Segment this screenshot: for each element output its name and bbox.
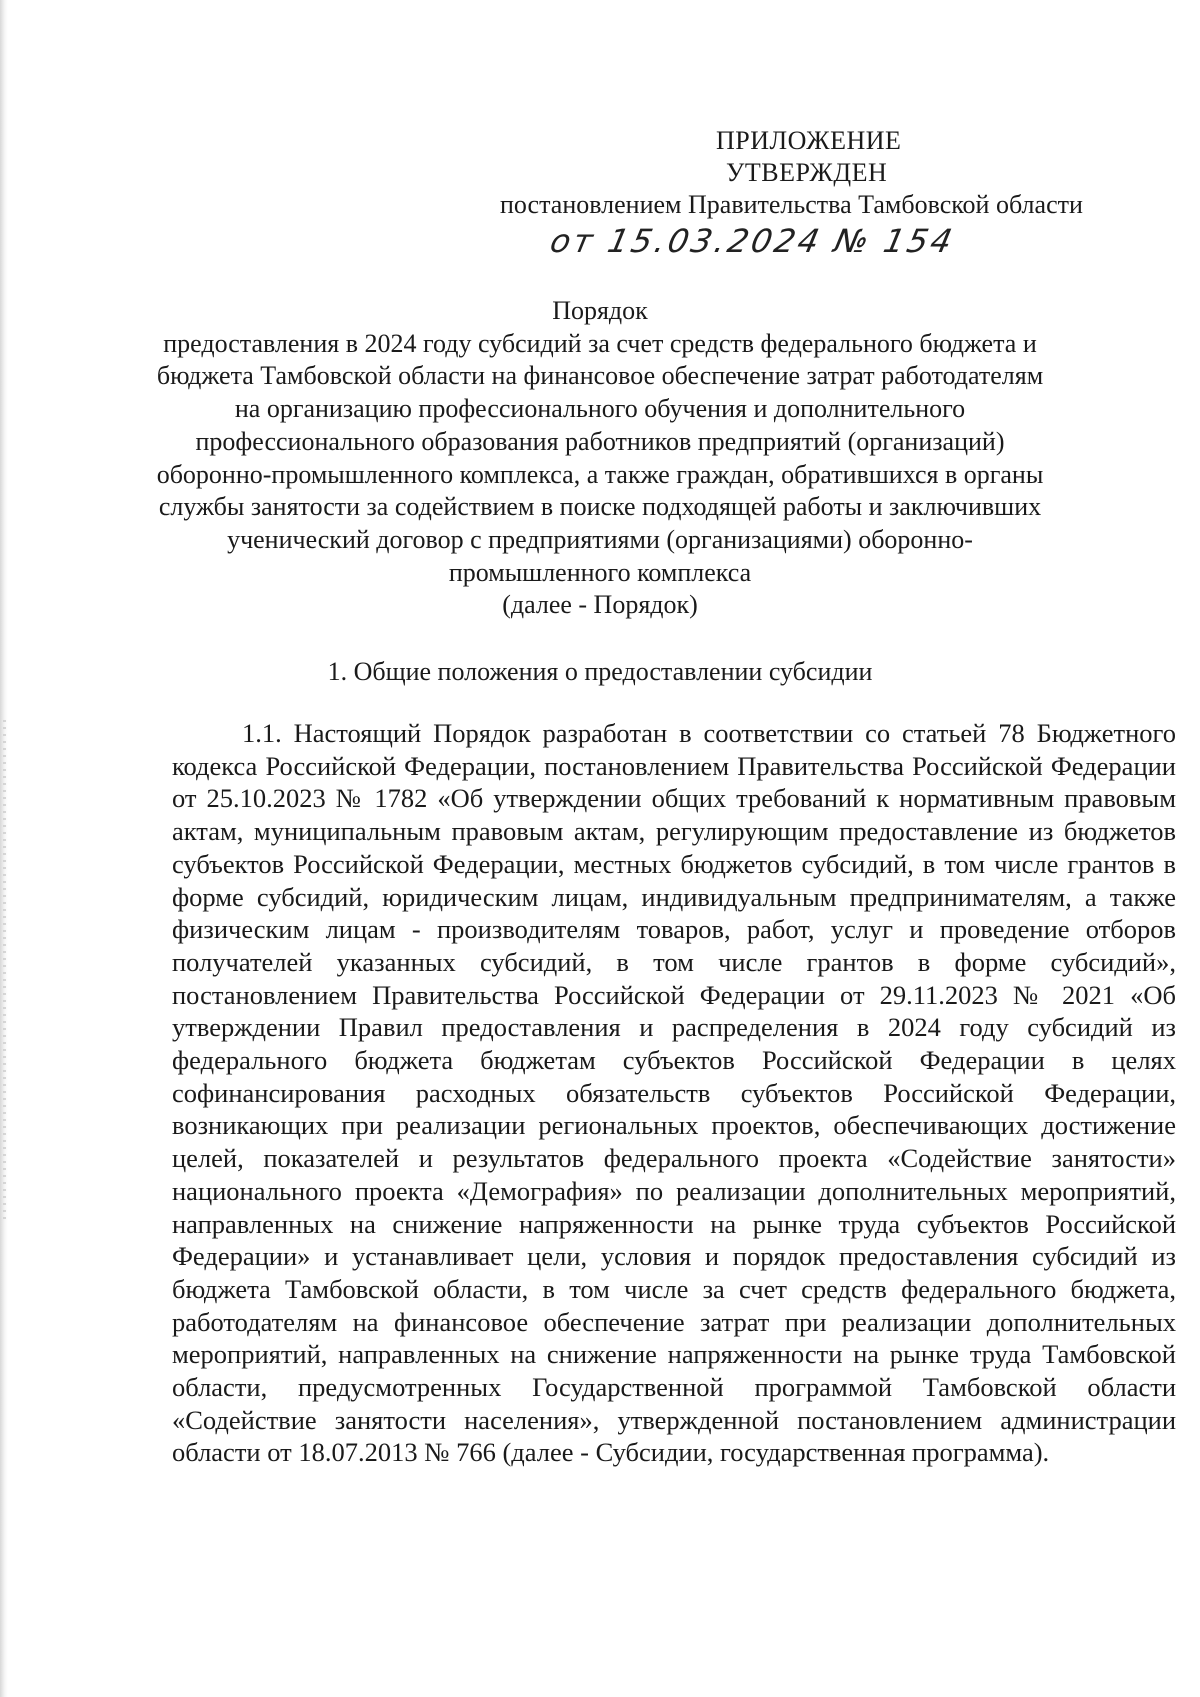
title-heading: Порядок <box>552 296 648 325</box>
approved-label: УТВЕРЖДЕН <box>726 158 888 187</box>
title-line: (далее - Порядок) <box>502 590 698 620</box>
scan-edge-noise <box>3 720 6 1220</box>
title-line: службы занятости за содействием в поиске подходящей работы и заключивших <box>158 492 1042 522</box>
title-line: ученический договор с предприятиями (организациями) оборонно- <box>227 524 973 554</box>
title-line: предоставления в 2024 году субсидий за счет средств федерального бюджета и <box>163 328 1037 358</box>
section-heading: 1. Общие положения о предоставлении субсидии <box>327 657 873 686</box>
title-line: промышленного комплекса <box>448 557 752 587</box>
approval-authority: постановлением Правительства Тамбовской области <box>500 190 1083 219</box>
title-line: на организацию профессионального обучения и дополнительного <box>234 394 966 424</box>
appendix-label: ПРИЛОЖЕНИЕ <box>716 126 902 155</box>
title-line: бюджета Тамбовской области на финансовое обеспечение затрат работодателям <box>156 361 1044 391</box>
title-line: профессионального образования работников предприятий (организаций) <box>195 426 1005 456</box>
document-title <box>150 295 1050 622</box>
handwritten-date-number: от 15.03.2024 № 154 <box>546 222 959 260</box>
paragraph-1-1: 1.1. Настоящий Порядок разработан в соответствии со статьей 78 Бюджетного кодекса Российской Федерации, постановлением Правительства Российской Федерации от 25.10.2023 № 1782 «Об утверждении общих требований к нормативным правовым актам, муниципальным правовым актам, регулирующим предоставление из бюджетов субъектов Российской Федерации, местных бюджетов субсидий, в том числе грантов в форме субсидий, юридическим лицам, индивидуальным предпринимателям, а также физическим лицам - производителям товаров, работ, услуг и проведение отборов получателей указанных субсидий, в том числе грантов в форме субсидий», постановлением Правительства Российской Федерации от 29.11.2023 № 2021 «Об утверждении Правил предоставления и распределения в 2024 году субсидий из федерального бюджета бюджетам субъектов Российской Федерации в целях софинансирования расходных обязательств субъектов Российской Федерации, возникающих при реализации региональных проектов, обеспечивающих достижение целей, показателей и результатов федерального проекта «Содействие занятости» национального проекта «Демография» по реализации дополнительных мероприятий, направленных на снижение напряженности на рынке труда субъектов Российской Федерации» и устанавливает цели, условия и порядок предоставления субсидий из бюджета Тамбовской области, в том числе за счет средств федерального бюджета, работодателям на финансовое обеспечение затрат при реализации дополнительных мероприятий, направленных на снижение напряженности на рынке труда Тамбовской области, предусмотренных Государственной программой Тамбовской области «Содействие занятости населения», утвержденной постановлением администрации области от 18.07.2013 № 766 (далее - Субсидии, государственная программа). <box>172 718 1176 1468</box>
title-line: оборонно-промышленного комплекса, а также граждан, обратившихся в органы <box>156 459 1044 489</box>
